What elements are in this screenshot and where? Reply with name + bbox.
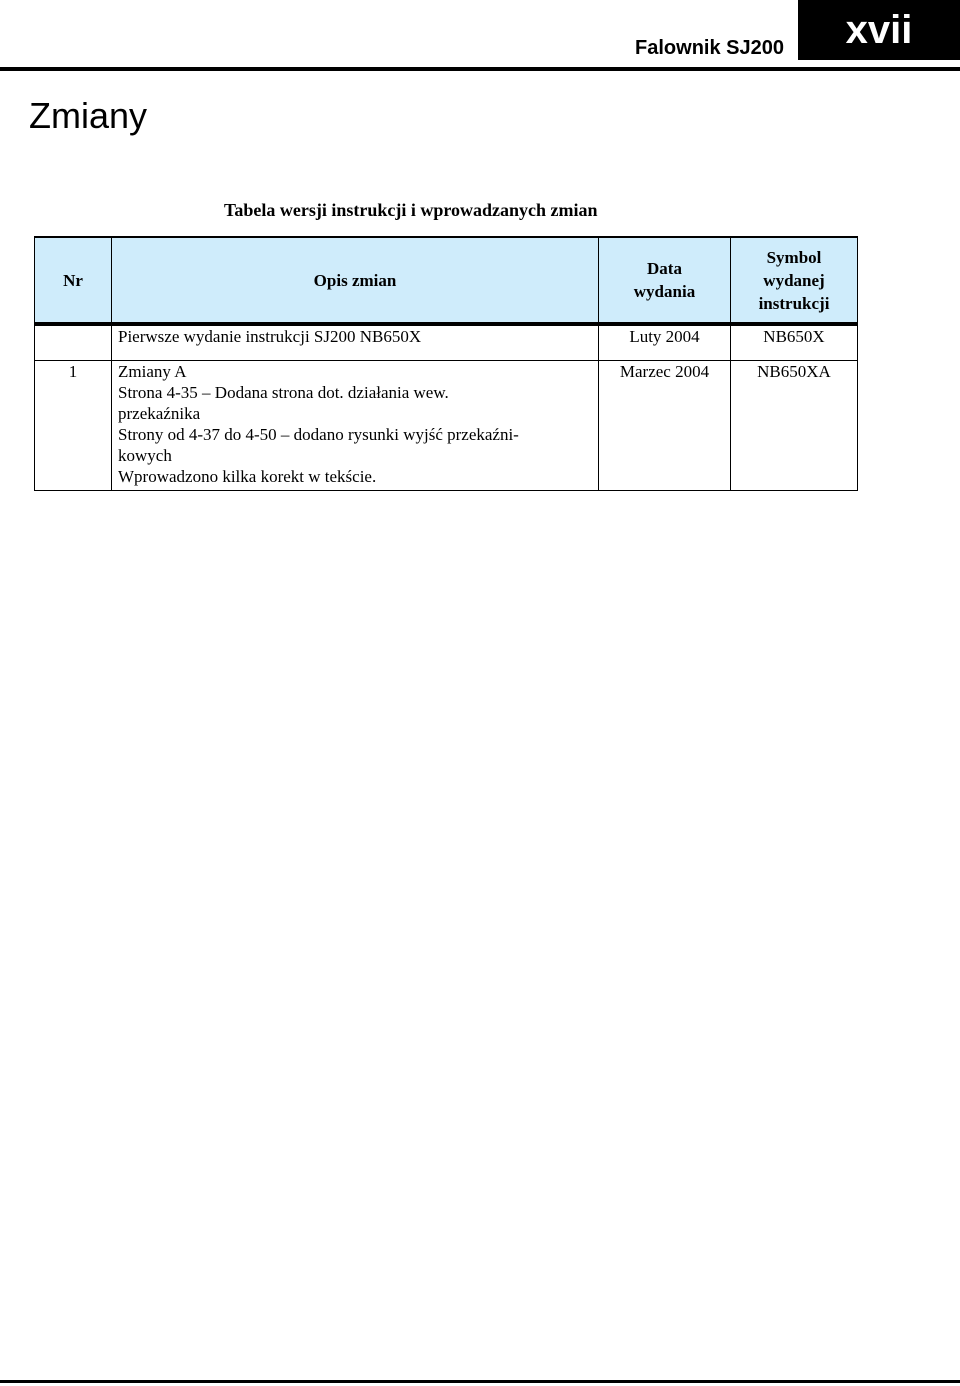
revision-table — [34, 236, 858, 491]
column-header-date-line: Data — [647, 259, 682, 278]
cell-description — [112, 324, 599, 361]
description-line: Strony od 4-37 do 4-50 – dodano rysunki wyjść przekaźni- — [118, 425, 519, 444]
footer-divider — [0, 1380, 960, 1383]
description-line: Zmiany A — [118, 362, 187, 381]
table-row — [35, 361, 858, 491]
cell-description — [112, 361, 599, 491]
cell-date: Marzec 2004 — [599, 361, 731, 491]
column-header-description-label: Opis zmian — [313, 270, 397, 290]
description-line: Wprowadzono kilka korekt w tekście. — [118, 467, 377, 486]
header-divider — [0, 67, 960, 71]
description-line: Strona 4-35 – Dodana strona dot. działania wew. — [118, 383, 449, 402]
description-line: kowych — [118, 446, 172, 465]
page-number-badge: xvii — [798, 0, 960, 60]
column-header-nr — [35, 237, 112, 324]
cell-date: Luty 2004 — [599, 324, 731, 361]
cell-symbol: NB650XA — [731, 361, 858, 491]
description-line: przekaźnika — [118, 404, 201, 423]
column-header-date — [599, 237, 731, 324]
table-row — [35, 324, 858, 361]
description-line: Pierwsze wydanie instrukcji SJ200 NB650X — [118, 327, 422, 346]
column-header-nr-label: Nr — [63, 270, 83, 290]
column-header-symbol-line: wydanej — [763, 270, 825, 290]
cell-nr — [35, 324, 112, 361]
cell-symbol: NB650X — [731, 324, 858, 361]
column-header-symbol-line: instrukcji — [758, 293, 830, 313]
column-header-symbol — [731, 237, 858, 324]
table-caption: Tabela wersji instrukcji i wprowadzanych zmian — [224, 200, 598, 220]
column-header-description — [112, 237, 599, 324]
table-header-row — [35, 237, 858, 324]
column-header-symbol-line: Symbol — [766, 247, 822, 267]
cell-nr: 1 — [35, 361, 112, 491]
column-header-date-line: wydania — [633, 282, 696, 301]
document-header-title: Falownik SJ200 — [635, 37, 784, 59]
section-title: Zmiany — [29, 95, 148, 136]
